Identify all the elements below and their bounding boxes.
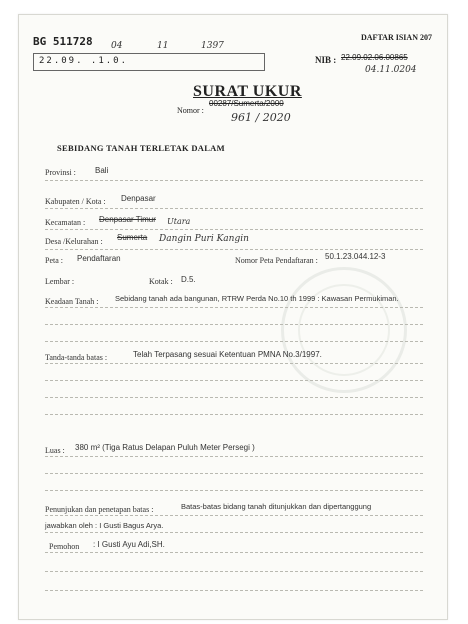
rule-line [45, 229, 423, 230]
nib-handwritten: 04.11.0204 [365, 65, 417, 75]
rule-line [45, 249, 423, 250]
rule-line [45, 307, 423, 308]
handwritten-top-3: 1397 [201, 41, 224, 51]
rule-line [45, 473, 423, 474]
jawabkan-value: jawabkan oleh : I Gusti Bagus Arya. [45, 521, 164, 530]
lembar-label: Lembar : [45, 277, 75, 286]
kabupaten-value: Denpasar [121, 194, 156, 203]
rule-line [45, 180, 423, 181]
rule-line [45, 341, 423, 342]
penunjukan-label: Penunjukan dan penetapan batas : [45, 505, 154, 514]
serial-number: BG 511728 [33, 35, 93, 48]
rule-line [45, 515, 423, 516]
nib-value: 22.09.02.06.00865 [341, 53, 408, 62]
rule-line [45, 590, 423, 591]
document-title: SURAT UKUR [193, 83, 302, 100]
provinsi-value: Bali [95, 166, 109, 175]
nomor-peta-label: Nomor Peta Pendaftaran : [235, 256, 318, 265]
nomor-peta-value: 50.1.23.044.12-3 [325, 252, 386, 261]
keadaan-value: Sebidang tanah ada bangunan, RTRW Perda No.10 th 1999 : Kawasan Permukiman. [115, 294, 399, 303]
handwritten-top-2: 11 [157, 41, 169, 51]
rule-line [45, 397, 423, 398]
desa-label: Desa /Kelurahan : [45, 237, 103, 246]
peta-value: Pendaftaran [77, 254, 121, 263]
nib-label: NIB : [315, 55, 337, 65]
peta-label: Peta : [45, 256, 63, 265]
nomor-handwritten: 961 / 2020 [231, 111, 291, 124]
desa-handwritten: Dangin Puri Kangin [159, 234, 249, 244]
kabupaten-label: Kabupaten / Kota : [45, 197, 106, 206]
rule-line [45, 324, 423, 325]
tanda-batas-value: Telah Terpasang sesuai Ketentuan PMNA No.3/1997. [133, 350, 322, 359]
rule-line [45, 552, 423, 553]
tanda-batas-label: Tanda-tanda batas : [45, 353, 108, 362]
section-heading: SEBIDANG TANAH TERLETAK DALAM [57, 143, 225, 153]
rule-line [45, 490, 423, 491]
nomor-struck: 00287/Sumerta/2000 [209, 99, 284, 108]
faint-seal [281, 267, 407, 393]
kecamatan-value: Denpasar Timur [99, 215, 156, 224]
kotak-value: D.5. [181, 275, 196, 284]
document-page [18, 14, 448, 620]
desa-struck: Sumerta [117, 233, 148, 242]
kecamatan-handwritten: Utara [167, 217, 191, 226]
penunjukan-value: Batas-batas bidang tanah ditunjukkan dan dipertanggung [181, 502, 372, 511]
kotak-label: Kotak : [149, 277, 173, 286]
rule-line [45, 380, 423, 381]
rule-line [45, 208, 423, 209]
handwritten-top-1: 04 [111, 41, 123, 51]
pemohon-value: : I Gusti Ayu Adi,SH. [93, 540, 165, 549]
luas-value: 380 m² (Tiga Ratus Delapan Puluh Meter Persegi ) [75, 443, 255, 452]
rule-line [45, 363, 423, 364]
kecamatan-label: Kecamatan : [45, 218, 86, 227]
pemohon-label: Pemohon [49, 542, 80, 551]
keadaan-label: Keadaan Tanah : [45, 297, 99, 306]
form-code: DAFTAR ISIAN 207 [361, 33, 432, 42]
rule-line [45, 414, 423, 415]
number-box [33, 53, 265, 71]
number-box-digits: 22.09. .1.0. [39, 56, 129, 66]
nomor-label: Nomor : [177, 106, 204, 115]
rule-line [45, 532, 423, 533]
luas-label: Luas : [45, 446, 65, 455]
rule-line [45, 571, 423, 572]
rule-line [45, 456, 423, 457]
provinsi-label: Provinsi : [45, 168, 76, 177]
